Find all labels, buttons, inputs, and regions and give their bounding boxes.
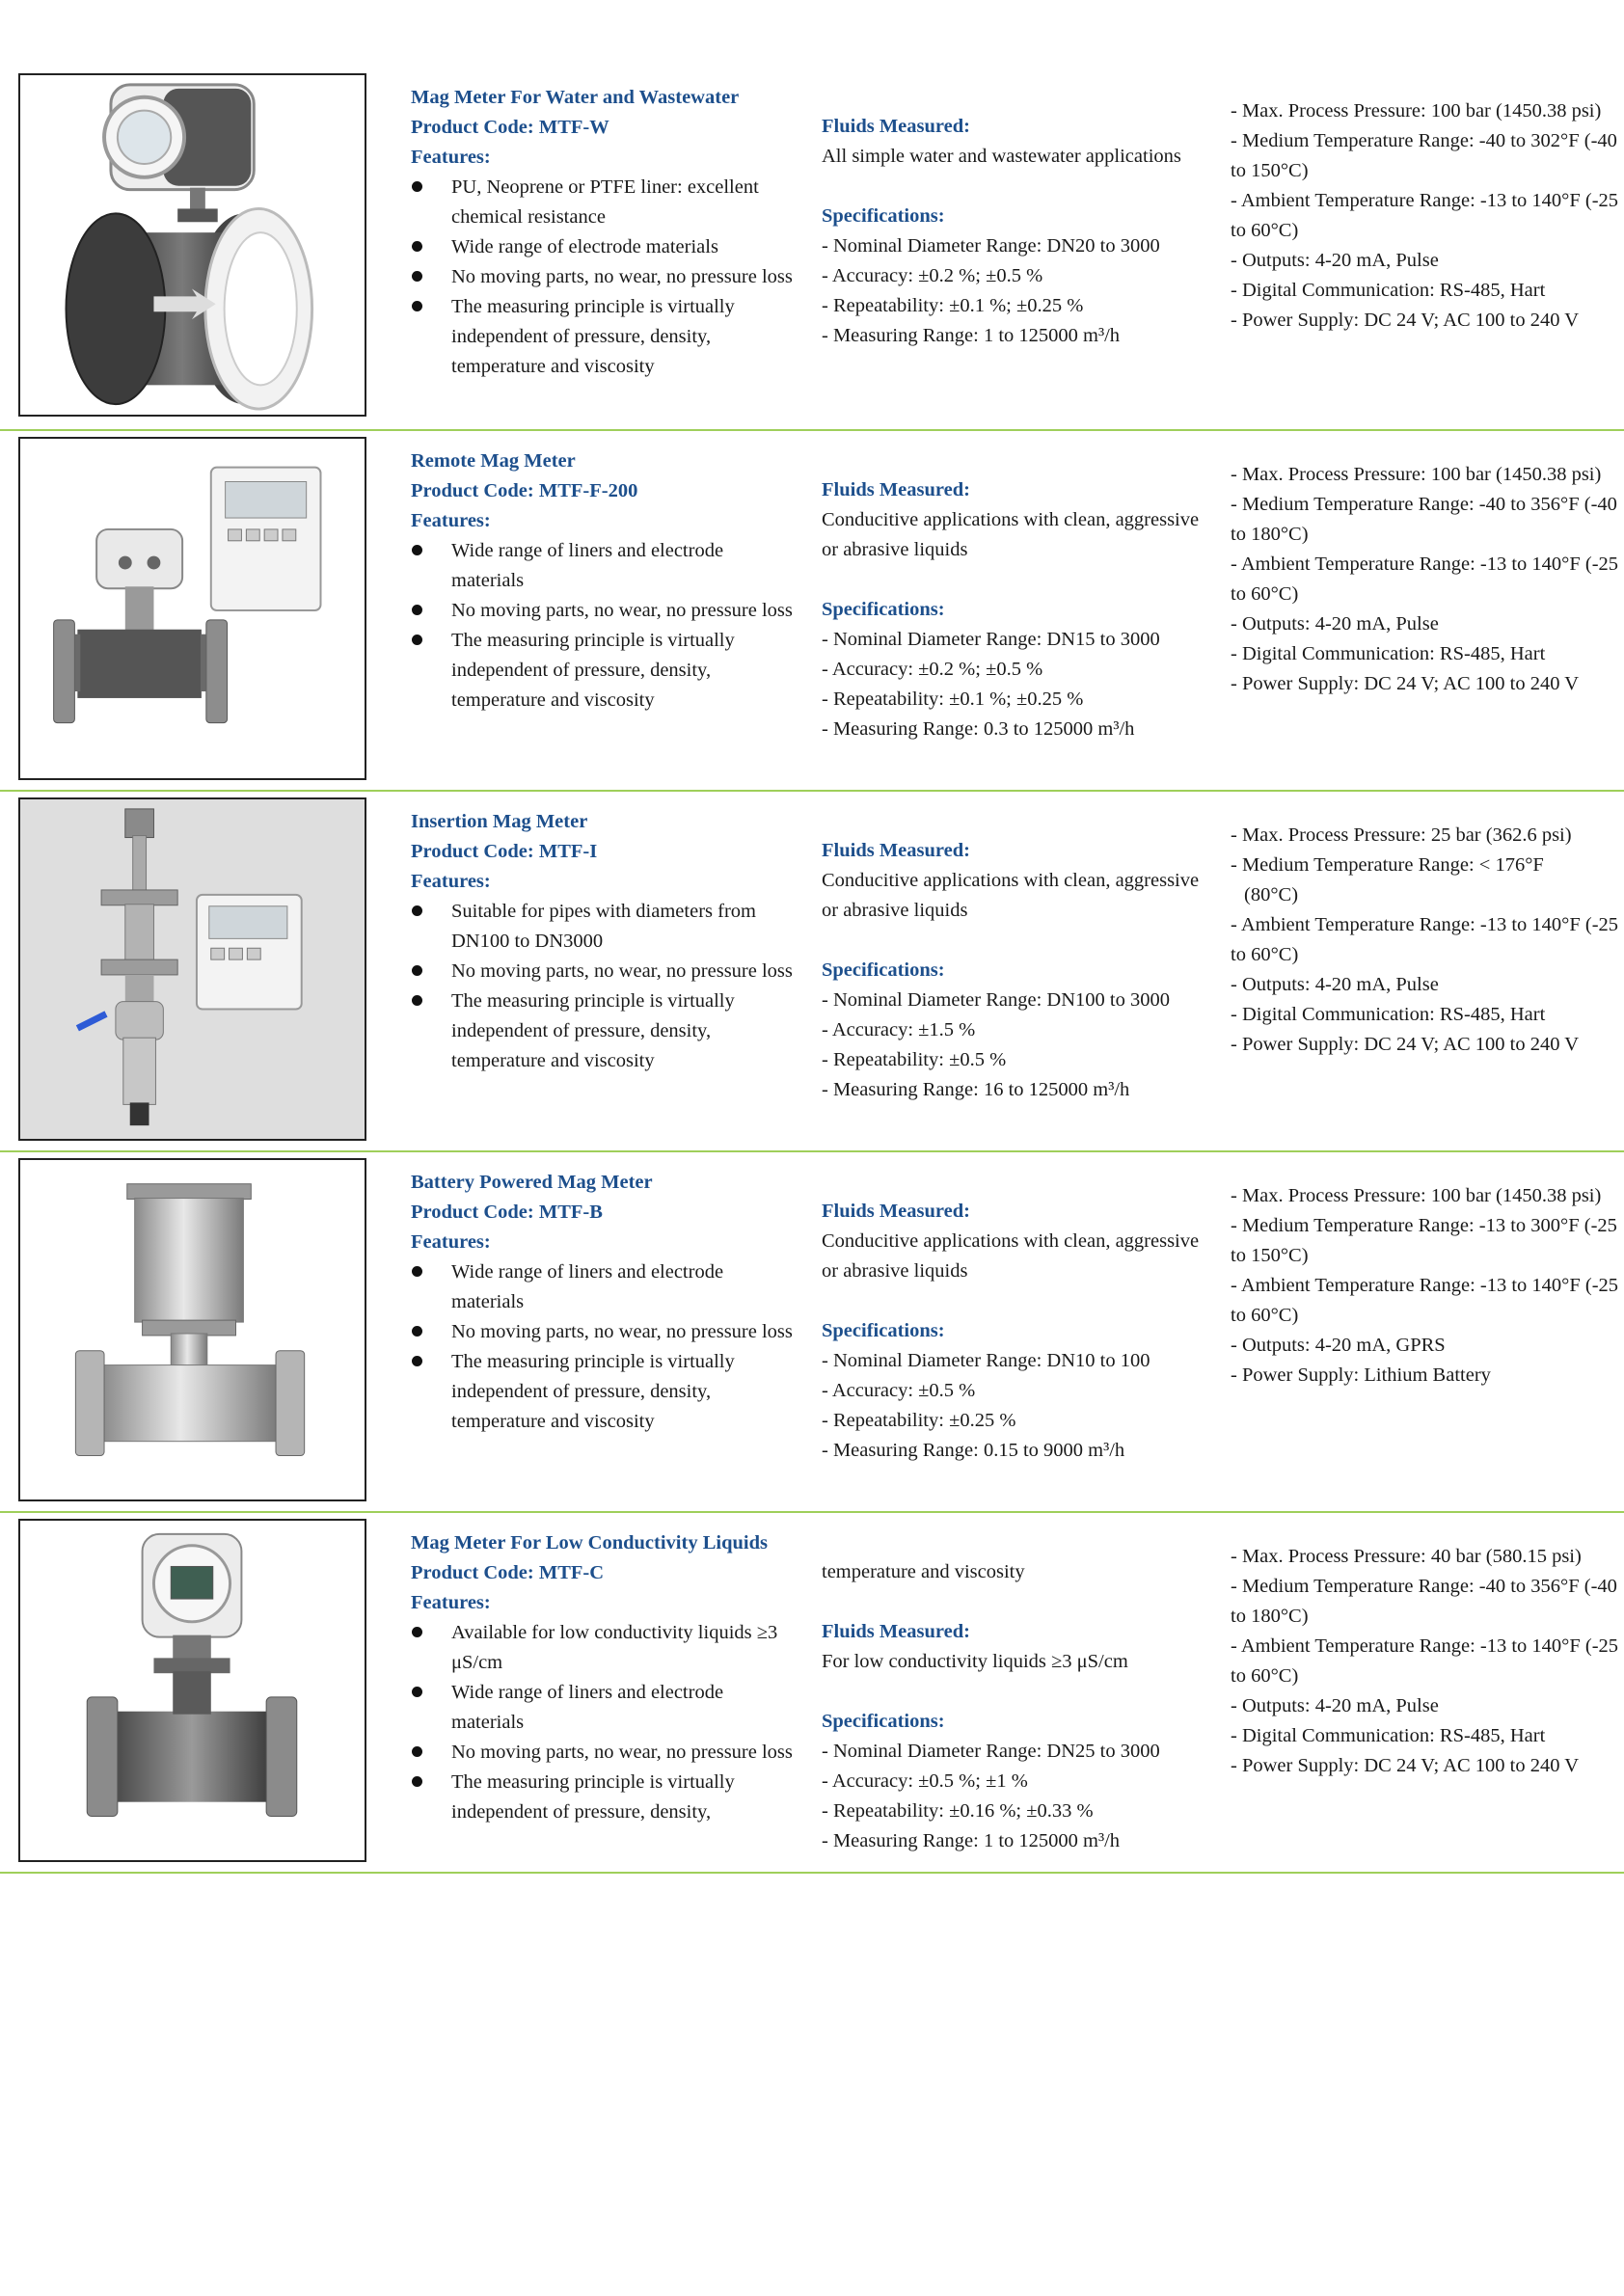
spec-line: - Measuring Range: 16 to 125000 m³/h (822, 1079, 1130, 1100)
spec-line: - Power Supply: DC 24 V; AC 100 to 240 V (1231, 1034, 1580, 1055)
more-specs-column (1231, 821, 1621, 1060)
spec-line: - Repeatability: ±0.5 % (822, 1049, 1007, 1070)
fluids-text: Conducitive applications with clean, aggressive or abrasive liquids (822, 1230, 1200, 1282)
fluids-text: For low conductivity liquids ≥3 μS/cm (822, 1651, 1128, 1672)
spec-line: - Repeatability: ±0.25 % (822, 1410, 1016, 1431)
spec-line: - Nominal Diameter Range: DN100 to 3000 (822, 989, 1170, 1011)
spec-line: - Power Supply: DC 24 V; AC 100 to 240 V (1231, 310, 1580, 331)
fluids-label: Fluids Measured: (822, 116, 970, 137)
product-code: Product Code: MTF-C (411, 1562, 605, 1583)
insertion-mag-meter-illustration (20, 799, 365, 1139)
features-column (411, 807, 797, 1076)
continued-text: temperature and viscosity (822, 1561, 1025, 1582)
features-label: Features: (411, 147, 491, 168)
product-row (0, 431, 1624, 792)
more-specs-column (1231, 460, 1621, 699)
product-image (18, 73, 366, 417)
spec-line: - Digital Communication: RS-485, Hart (1231, 280, 1546, 301)
spec-line: - Power Supply: DC 24 V; AC 100 to 240 V (1231, 1755, 1580, 1776)
spec-line: - Outputs: 4-20 mA, Pulse (1231, 250, 1439, 271)
spec-line: - Nominal Diameter Range: DN15 to 3000 (822, 629, 1160, 650)
spec-line: - Medium Temperature Range: -13 to 300°F (-25 to 150°C) (1231, 1215, 1617, 1266)
product-code: Product Code: MTF-F-200 (411, 480, 638, 501)
specs-label: Specifications: (822, 1711, 945, 1732)
fluids-label: Fluids Measured: (822, 840, 970, 861)
features-column (411, 1528, 797, 1827)
features-label: Features: (411, 871, 491, 892)
fluids-specs-column (822, 1557, 1212, 1856)
spec-line: - Max. Process Pressure: 100 bar (1450.38 psi) (1231, 100, 1602, 122)
list-item: No moving parts, no wear, no pressure loss (411, 596, 797, 626)
list-item: Available for low conductivity liquids ≥3 μS/cm (411, 1618, 797, 1678)
product-row (0, 792, 1624, 1152)
more-specs-column (1231, 1542, 1621, 1781)
spec-line: - Ambient Temperature Range: -13 to 140°F (-25 to 60°C) (1231, 554, 1619, 605)
spec-line: - Accuracy: ±0.2 %; ±0.5 % (822, 265, 1043, 286)
low-conductivity-mag-meter-illustration (20, 1521, 365, 1860)
features-column (411, 446, 797, 716)
more-specs-column (1231, 96, 1621, 336)
fluids-text: Conducitive applications with clean, aggressive or abrasive liquids (822, 509, 1200, 560)
list-item: Wide range of electrode materials (411, 232, 797, 262)
specs-label: Specifications: (822, 1320, 945, 1341)
list-item: The measuring principle is virtually independent of pressure, density, (411, 1768, 797, 1827)
spec-line: - Ambient Temperature Range: -13 to 140°F (-25 to 60°C) (1231, 914, 1619, 965)
spec-line: - Outputs: 4-20 mA, Pulse (1231, 1695, 1439, 1716)
battery-mag-meter-illustration (20, 1160, 365, 1499)
spec-line: - Repeatability: ±0.1 %; ±0.25 % (822, 689, 1084, 710)
spec-line: - Measuring Range: 1 to 125000 m³/h (822, 325, 1121, 346)
fluids-label: Fluids Measured: (822, 479, 970, 500)
list-item: No moving parts, no wear, no pressure loss (411, 957, 797, 986)
fluids-specs-column (822, 836, 1212, 1105)
product-catalog (0, 68, 1624, 1874)
fluids-text: All simple water and wastewater applications (822, 146, 1181, 167)
fluids-text: Conducitive applications with clean, aggressive or abrasive liquids (822, 870, 1200, 921)
spec-line: - Accuracy: ±0.5 %; ±1 % (822, 1770, 1028, 1792)
list-item: No moving parts, no wear, no pressure loss (411, 1317, 797, 1347)
specs-label: Specifications: (822, 959, 945, 981)
list-item: PU, Neoprene or PTFE liner: excellent chemical resistance (411, 173, 797, 232)
spec-line: - Digital Communication: RS-485, Hart (1231, 1725, 1546, 1746)
product-row (0, 1513, 1624, 1874)
spec-line: - Medium Temperature Range: < 176°F (1231, 854, 1544, 876)
list-item: The measuring principle is virtually independent of pressure, density, temperature and viscosity (411, 1347, 797, 1437)
spec-line: - Max. Process Pressure: 100 bar (1450.38 psi) (1231, 1185, 1602, 1206)
spec-line: - Accuracy: ±0.2 %; ±0.5 % (822, 659, 1043, 680)
spec-line: - Measuring Range: 0.15 to 9000 m³/h (822, 1440, 1125, 1461)
product-image (18, 1158, 366, 1501)
spec-line: - Medium Temperature Range: -40 to 302°F (-40 to 150°C) (1231, 130, 1617, 181)
product-image (18, 797, 366, 1141)
features-column (411, 1168, 797, 1437)
spec-line: - Outputs: 4-20 mA, Pulse (1231, 974, 1439, 995)
list-item: No moving parts, no wear, no pressure loss (411, 1738, 797, 1768)
features-list (411, 536, 797, 716)
features-label: Features: (411, 1231, 491, 1253)
spec-line: (80°C) (1244, 884, 1299, 905)
product-code: Product Code: MTF-W (411, 117, 609, 138)
fluids-specs-column (822, 475, 1212, 744)
spec-line: - Digital Communication: RS-485, Hart (1231, 1004, 1546, 1025)
list-item: The measuring principle is virtually independent of pressure, density, temperature and viscosity (411, 292, 797, 382)
fluids-specs-column (822, 112, 1212, 351)
spec-line: - Ambient Temperature Range: -13 to 140°F (-25 to 60°C) (1231, 1275, 1619, 1326)
product-title: Insertion Mag Meter (411, 811, 588, 832)
product-title: Battery Powered Mag Meter (411, 1172, 653, 1193)
spec-line: - Digital Communication: RS-485, Hart (1231, 643, 1546, 664)
mag-meter-water-illustration (20, 75, 365, 415)
spec-line: - Accuracy: ±0.5 % (822, 1380, 976, 1401)
features-list (411, 897, 797, 1076)
list-item: The measuring principle is virtually independent of pressure, density, temperature and viscosity (411, 986, 797, 1076)
spec-line: - Outputs: 4-20 mA, GPRS (1231, 1335, 1446, 1356)
spec-line: - Medium Temperature Range: -40 to 356°F (-40 to 180°C) (1231, 1576, 1617, 1627)
product-title: Mag Meter For Water and Wastewater (411, 87, 740, 108)
spec-line: - Accuracy: ±1.5 % (822, 1019, 976, 1040)
spec-line: - Nominal Diameter Range: DN10 to 100 (822, 1350, 1150, 1371)
spec-line: - Ambient Temperature Range: -13 to 140°F (-25 to 60°C) (1231, 190, 1619, 241)
spec-line: - Outputs: 4-20 mA, Pulse (1231, 613, 1439, 635)
fluids-label: Fluids Measured: (822, 1201, 970, 1222)
spec-line: - Ambient Temperature Range: -13 to 140°F (-25 to 60°C) (1231, 1635, 1619, 1687)
features-label: Features: (411, 1592, 491, 1613)
more-specs-column (1231, 1181, 1621, 1391)
spec-line: - Max. Process Pressure: 40 bar (580.15 psi) (1231, 1546, 1582, 1567)
product-row (0, 68, 1624, 431)
list-item: Wide range of liners and electrode materials (411, 1678, 797, 1738)
remote-mag-meter-illustration (20, 439, 365, 778)
product-title: Mag Meter For Low Conductivity Liquids (411, 1532, 768, 1553)
product-code: Product Code: MTF-I (411, 841, 598, 862)
fluids-label: Fluids Measured: (822, 1621, 970, 1642)
spec-line: - Repeatability: ±0.16 %; ±0.33 % (822, 1800, 1094, 1822)
spec-line: - Repeatability: ±0.1 %; ±0.25 % (822, 295, 1084, 316)
list-item: Suitable for pipes with diameters from DN100 to DN3000 (411, 897, 797, 957)
product-row (0, 1152, 1624, 1513)
product-title: Remote Mag Meter (411, 450, 576, 472)
spec-line: - Medium Temperature Range: -40 to 356°F (-40 to 180°C) (1231, 494, 1617, 545)
list-item: Wide range of liners and electrode materials (411, 536, 797, 596)
product-image (18, 437, 366, 780)
specs-label: Specifications: (822, 599, 945, 620)
list-item: The measuring principle is virtually independent of pressure, density, temperature and viscosity (411, 626, 797, 716)
list-item: Wide range of liners and electrode materials (411, 1257, 797, 1317)
spec-line: - Max. Process Pressure: 25 bar (362.6 psi) (1231, 824, 1572, 846)
spec-line: - Measuring Range: 0.3 to 125000 m³/h (822, 718, 1135, 740)
product-code: Product Code: MTF-B (411, 1202, 603, 1223)
spec-line: - Nominal Diameter Range: DN25 to 3000 (822, 1741, 1160, 1762)
spec-line: - Power Supply: DC 24 V; AC 100 to 240 V (1231, 673, 1580, 694)
specs-label: Specifications: (822, 205, 945, 227)
features-label: Features: (411, 510, 491, 531)
list-item: No moving parts, no wear, no pressure loss (411, 262, 797, 292)
features-list (411, 1257, 797, 1437)
product-image (18, 1519, 366, 1862)
features-list (411, 1618, 797, 1827)
spec-line: - Max. Process Pressure: 100 bar (1450.38 psi) (1231, 464, 1602, 485)
features-column (411, 83, 797, 382)
spec-line: - Power Supply: Lithium Battery (1231, 1364, 1491, 1386)
fluids-specs-column (822, 1197, 1212, 1466)
spec-line: - Measuring Range: 1 to 125000 m³/h (822, 1830, 1121, 1851)
spec-line: - Nominal Diameter Range: DN20 to 3000 (822, 235, 1160, 257)
features-list (411, 173, 797, 382)
